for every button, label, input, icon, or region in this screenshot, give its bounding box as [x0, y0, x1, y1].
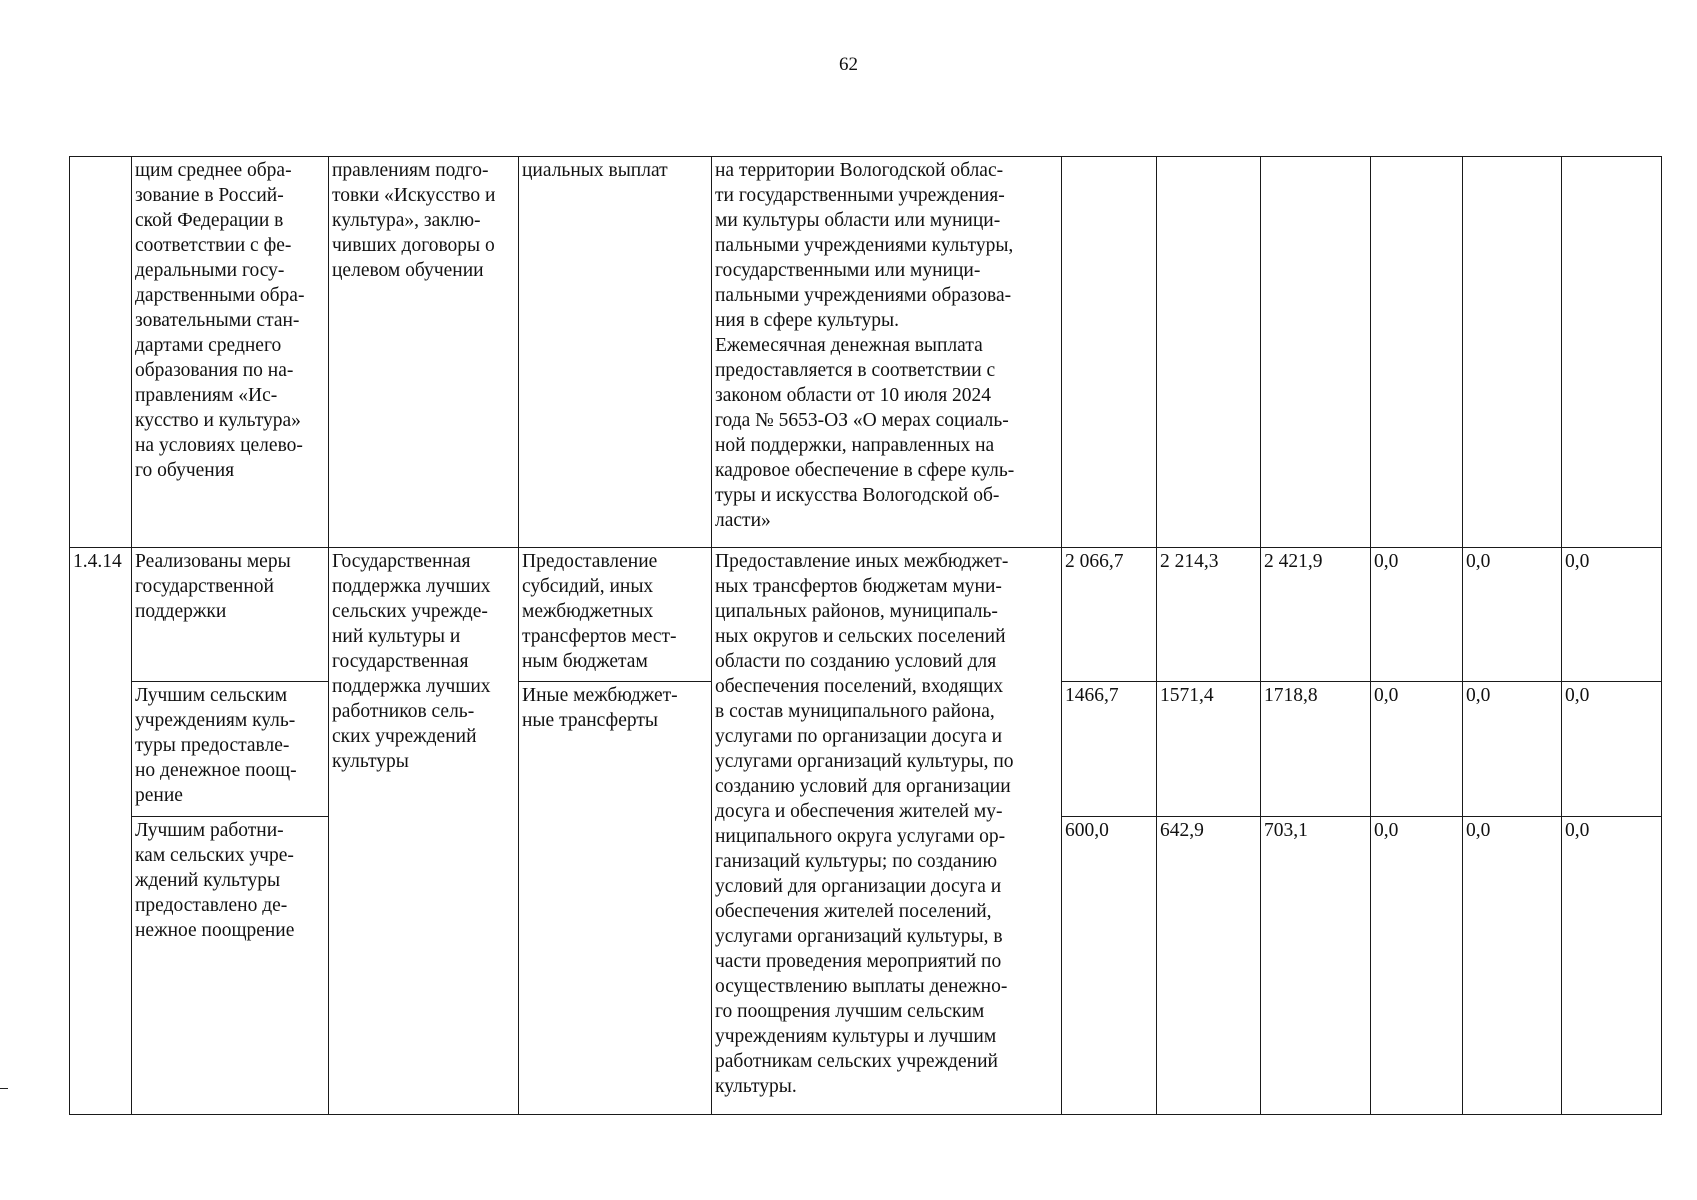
cell-value	[1463, 157, 1562, 548]
cell-value: 0,0	[1562, 548, 1662, 682]
cell-value	[1261, 157, 1371, 548]
cell-description: Предоставление иных межбюджет- ных трансфертов бюджетам муни- ципальных районов, муниципаль- ных округов и сельских поселений области по созданию условий для обеспечения поселений, входящих в состав муниципального района, услугами по организации досуга и услугами организаций культуры, по созданию условий для организации досуга и обеспечения жителей му- ниципального округа услугами ор- ганизаций культуры; по созданию условий для организации досуга и обеспечения жителей поселений, услугами организаций культуры, в части проведения мероприятий по осуществлению выплаты денежно- го поощрения лучшим сельским учреждениям культуры и лучшим работникам сельских учреждений культуры.	[712, 548, 1062, 1115]
item-number: 1.4.14	[70, 548, 132, 1115]
cell-result: Реализованы меры государственной поддержки	[132, 548, 329, 682]
cell-mechanism: Предоставление субсидий, иных межбюджетных трансфертов мест- ным бюджетам	[519, 548, 712, 682]
cell-mechanism: циальных выплат	[519, 157, 712, 548]
cell-value: 0,0	[1371, 817, 1463, 1115]
cell-value: 600,0	[1062, 817, 1157, 1115]
cell-description: на территории Вологодской облас- ти государственными учреждения- ми культуры области или муници- пальными учреждениями культуры, государственными или муници- пальными учреждениями образова- ния в сфере культуры. Ежемесячная денежная выплата предоставляется в соответствии с законом области от 10 июля 2024 года № 5653-ОЗ «О мерах социаль- ной поддержки, направленных на кадровое обеспечение в сфере куль- туры и искусства Вологодской об- ласти»	[712, 157, 1062, 548]
cell-value: 1571,4	[1157, 682, 1261, 817]
cell-value	[1157, 157, 1261, 548]
cell-value: 0,0	[1562, 817, 1662, 1115]
cell-value: 0,0	[1562, 682, 1662, 817]
cell-mechanism: Иные межбюджет- ные трансферты	[519, 682, 712, 1115]
cell-value: 1466,7	[1062, 682, 1157, 817]
cell-value	[1062, 157, 1157, 548]
cell-value: 2 214,3	[1157, 548, 1261, 682]
table-row-continuation	[70, 157, 1662, 548]
cell-value	[1371, 157, 1463, 548]
cell-result: щим среднее обра- зование в Россий- ской Федерации в соответствии с фе- деральными госу- дарственными обра- зовательными стан- дартами среднего образования по на- правлениям «Ис- кусство и культура» на условиях целево- го обучения	[132, 157, 329, 548]
cell-number	[70, 157, 132, 548]
cell-value: 0,0	[1371, 682, 1463, 817]
cell-value: 2 421,9	[1261, 548, 1371, 682]
cell-measure: Государственная поддержка лучших сельских учрежде- ний культуры и государственная поддержка лучших работников сель- ских учреждений культуры	[329, 548, 519, 1115]
cell-value: 0,0	[1371, 548, 1463, 682]
cell-result: Лучшим работни- кам сельских учре- ждений культуры предоставлено де- нежное поощрение	[132, 817, 329, 1115]
cell-result: Лучшим сельским учреждениям куль- туры предоставле- но денежное поощ- рение	[132, 682, 329, 817]
cell-value: 0,0	[1463, 817, 1562, 1115]
cell-value: 0,0	[1463, 682, 1562, 817]
cell-value: 0,0	[1463, 548, 1562, 682]
cell-value: 2 066,7	[1062, 548, 1157, 682]
program-table	[69, 156, 1662, 1115]
cell-value: 642,9	[1157, 817, 1261, 1115]
page-number: 62	[839, 54, 858, 75]
cell-value: 703,1	[1261, 817, 1371, 1115]
cell-measure: правлениям подго- товки «Искусство и культура», заклю- чивших договоры о целевом обучении	[329, 157, 519, 548]
cell-value	[1562, 157, 1662, 548]
cell-value: 1718,8	[1261, 682, 1371, 817]
table-row-1-4-14-a	[70, 548, 1662, 682]
margin-mark	[0, 1088, 8, 1089]
